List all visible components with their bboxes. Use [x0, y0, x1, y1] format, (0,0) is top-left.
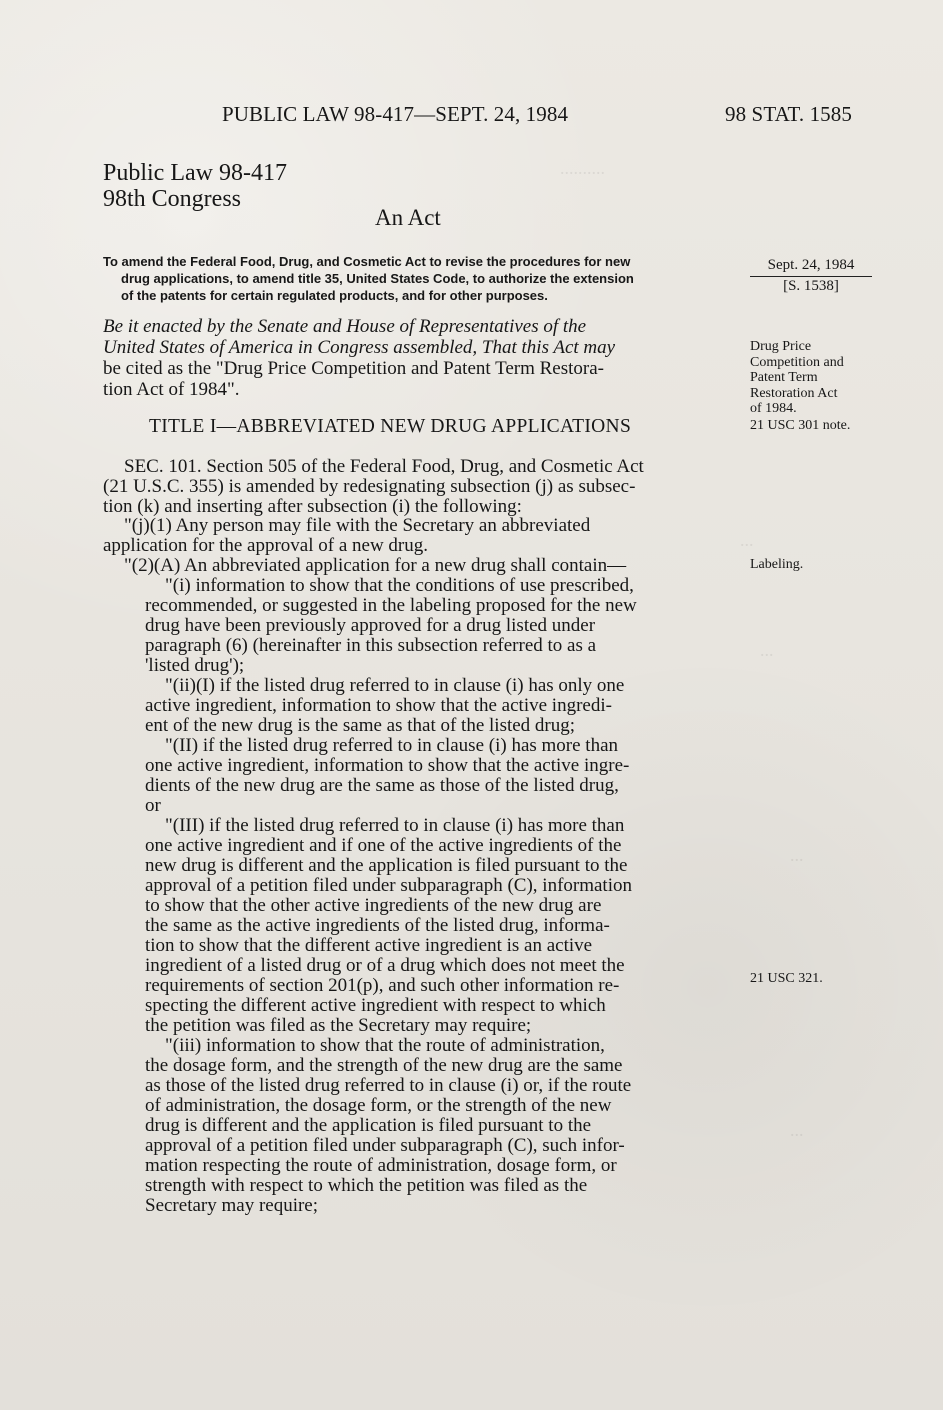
enacting-clause	[103, 316, 728, 400]
margin-bill-number: [S. 1538]	[783, 278, 839, 294]
enacting-line	[103, 316, 728, 337]
margin-short-title-line: Competition and	[750, 354, 844, 370]
margin-short-title	[750, 339, 885, 417]
body-line: one active ingredient, information to show that the active ingre-	[145, 755, 630, 776]
body-line: ent of the new drug is the same as that of the listed drug;	[145, 715, 576, 736]
running-header-left: PUBLIC LAW 98-417—SEPT. 24, 1984	[222, 102, 569, 126]
body-line: "(III) if the listed drug referred to in clause (i) has more than	[165, 815, 625, 836]
act-title: An Act	[375, 205, 441, 230]
body-line: "(2)(A) An abbreviated application for a new drug shall contain—	[124, 555, 627, 576]
margin-labeling: Labeling.	[750, 557, 804, 572]
bleed-through-text: ..........	[560, 158, 605, 178]
body-line: tion to show that the different active ingredient is an active	[145, 935, 593, 956]
body-line: active ingredient, information to show that the active ingredi-	[145, 695, 612, 716]
body-line: drug have been previously approved for a drug listed under	[145, 615, 596, 636]
body-line: dients of the new drug are the same as those of the listed drug,	[145, 775, 619, 796]
law-number: Public Law 98-417	[103, 160, 287, 186]
body-line: 'listed drug');	[145, 655, 245, 676]
enacting-line: be cited as the "Drug Price Competition and Patent Term Restora-	[103, 358, 605, 379]
purpose-line: drug applications, to amend title 35, United States Code, to authorize the extension	[121, 271, 634, 286]
body-line: recommended, or suggested in the labeling proposed for the new	[145, 595, 637, 616]
body-line: specting the different active ingredient with respect to which	[145, 995, 606, 1016]
body-line: approval of a petition filed under subparagraph (C), such infor-	[145, 1135, 625, 1156]
bleed-through-text: ...	[790, 1120, 804, 1140]
body-line: requirements of section 201(p), and such other information re-	[145, 975, 620, 996]
enacting-italic: Be it enacted by the Senate and House of Representatives of the	[103, 316, 587, 337]
margin-short-title-line: Patent Term	[750, 370, 818, 385]
margin-usc-321: 21 USC 321.	[750, 971, 823, 986]
body-line: paragraph (6) (hereinafter in this subsection referred to as a	[145, 635, 597, 656]
title-heading: TITLE I—ABBREVIATED NEW DRUG APPLICATIONS	[149, 416, 632, 437]
body-line: the dosage form, and the strength of the new drug are the same	[145, 1055, 623, 1076]
purpose-line: of the patents for certain regulated products, and for other purposes.	[121, 288, 548, 303]
congress: 98th Congress	[103, 186, 241, 212]
margin-short-title-line: Restoration Act	[750, 385, 838, 401]
body-line: (21 U.S.C. 355) is amended by redesignating subsection (j) as subsec-	[103, 476, 636, 497]
body-line: "(j)(1) Any person may file with the Secretary an abbreviated	[124, 515, 591, 536]
margin-short-title-line: of 1984.	[750, 401, 797, 416]
body-line: to show that the other active ingredients of the new drug are	[145, 895, 602, 916]
body-line: "(i) information to show that the conditions of use prescribed,	[165, 575, 634, 596]
body-line: mation respecting the route of administration, dosage form, or	[145, 1155, 617, 1176]
body-line: ingredient of a listed drug or of a drug which does not meet the	[145, 955, 625, 976]
body-line: as those of the listed drug referred to in clause (i) or, if the route	[145, 1075, 632, 1096]
body-line: SEC. 101. Section 505 of the Federal Food, Drug, and Cosmetic Act	[124, 456, 644, 477]
body-line: "(iii) information to show that the route of administration,	[165, 1035, 605, 1056]
body-line: one active ingredient and if one of the active ingredients of the	[145, 835, 622, 856]
purpose-line: To amend the Federal Food, Drug, and Cosmetic Act to revise the procedures for new	[103, 254, 631, 269]
body-line: "(ii)(I) if the listed drug referred to in clause (i) has only one	[165, 675, 625, 696]
margin-short-title-line: Drug Price	[750, 339, 812, 354]
body-line: approval of a petition filed under subparagraph (C), information	[145, 875, 632, 896]
margin-citation: 21 USC 301 note.	[750, 418, 851, 433]
purpose-clause	[103, 253, 728, 304]
bleed-through-text: ...	[760, 640, 774, 660]
body-line: "(II) if the listed drug referred to in clause (i) has more than	[165, 735, 619, 756]
body-line: of administration, the dosage form, or the strength of the new	[145, 1095, 612, 1116]
body-line: new drug is different and the application is filed pursuant to the	[145, 855, 628, 876]
body-line: drug is different and the application is filed pursuant to the	[145, 1115, 592, 1136]
enacting-italic-mixed: United States of America in Congress assembled, That this Act may	[103, 337, 616, 358]
body-line: the petition was filed as the Secretary may require;	[145, 1015, 532, 1036]
body-line: tion (k) and inserting after subsection (i) the following:	[103, 496, 522, 517]
bleed-through-text: ...	[740, 530, 754, 550]
margin-date: Sept. 24, 1984	[750, 257, 872, 277]
enacting-line: tion Act of 1984".	[103, 379, 240, 400]
enacting-line	[103, 337, 728, 358]
body-line: strength with respect to which the petition was filed as the	[145, 1175, 588, 1196]
body-line: or	[145, 795, 161, 816]
running-header-right: 98 STAT. 1585	[725, 102, 852, 126]
body-line: the same as the active ingredients of the listed drug, informa-	[145, 915, 610, 936]
body-line: application for the approval of a new drug.	[103, 535, 428, 556]
body-line: Secretary may require;	[145, 1195, 319, 1216]
bleed-through-text: ...	[790, 845, 804, 865]
